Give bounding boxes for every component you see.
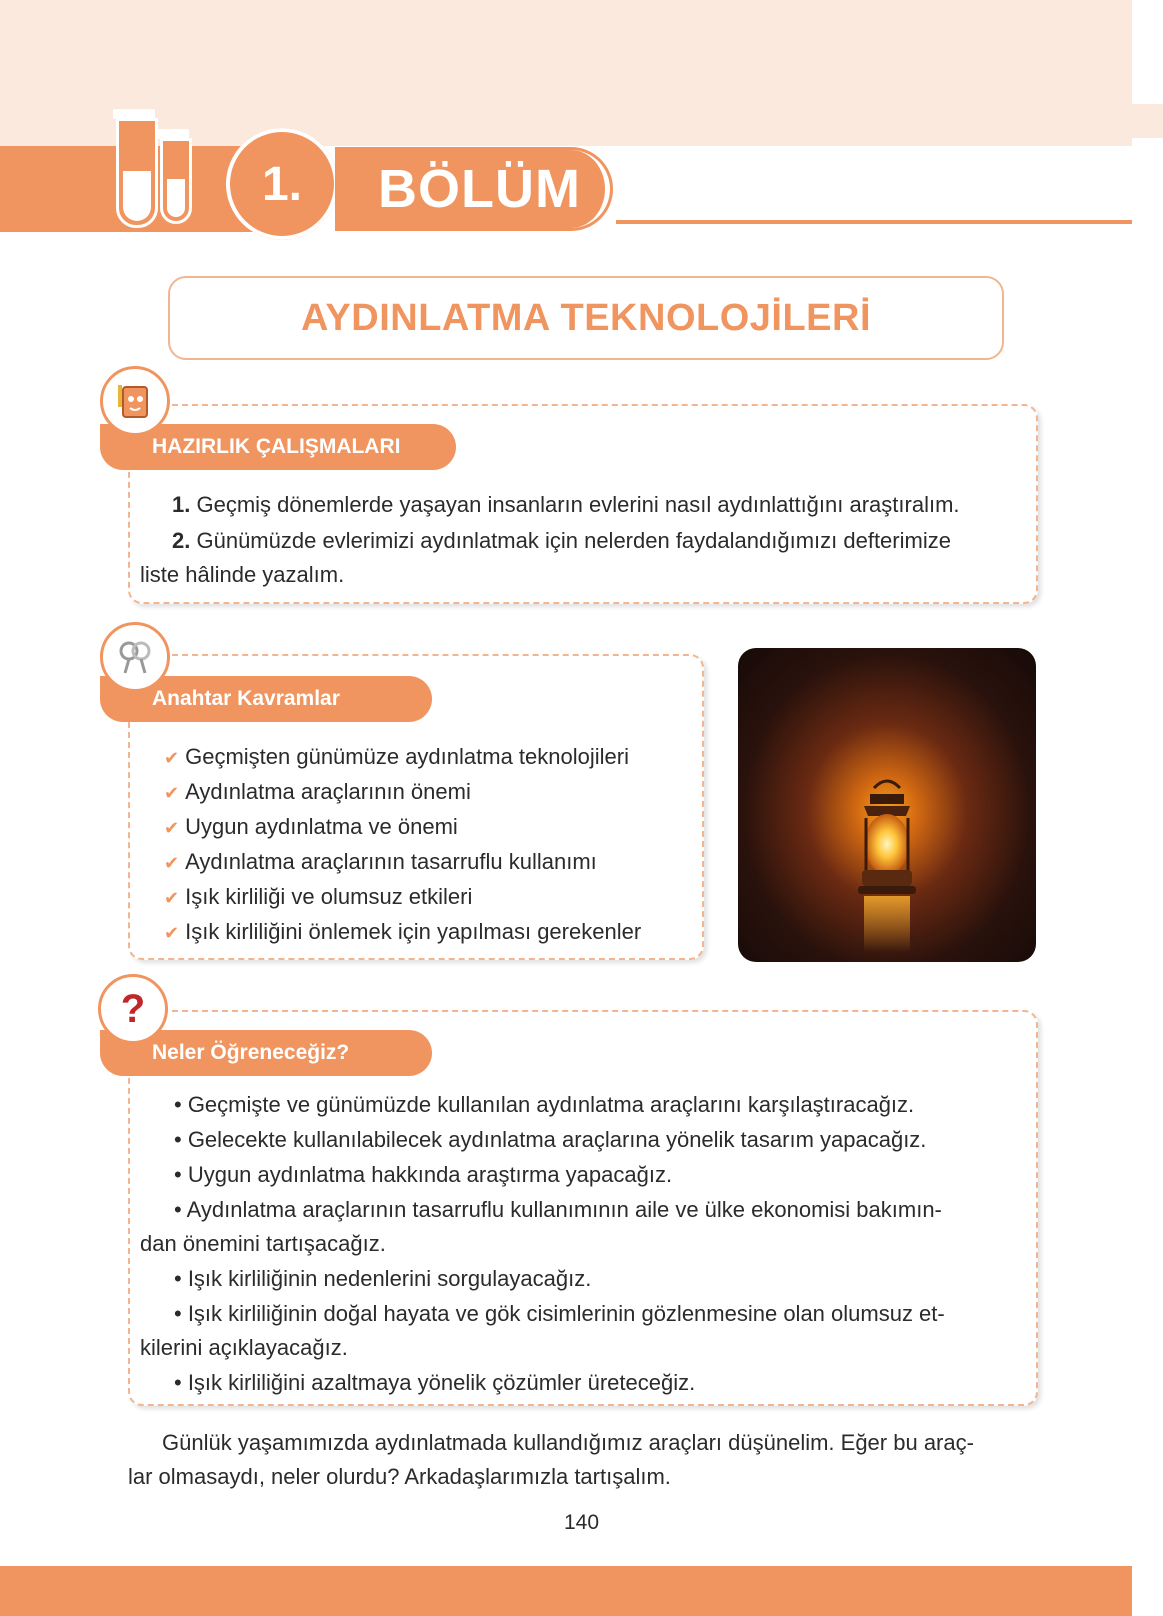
closing-paragraph-line: lar olmasaydı, neler olurdu? Arkadaşlarımızla tartışalım. [128, 1464, 671, 1489]
learning-goal-line: kilerini açıklayacağız. [140, 1335, 348, 1360]
notebook-pencil-icon [100, 366, 170, 436]
preparation-item-2-cont: liste hâlinde yazalım. [140, 562, 345, 587]
key-concept-item: ✔ Aydınlatma araçlarının tasarruflu kullanımı [164, 849, 597, 874]
learning-goal-line: • Aydınlatma araçlarının tasarruflu kullanımının aile ve ülke ekonomisi bakımın- [174, 1197, 942, 1222]
learning-goal-line: • Geçmişte ve günümüzde kullanılan aydınlatma araçlarını karşılaştıracağız. [174, 1092, 915, 1117]
preparation-title: HAZIRLIK ÇALIŞMALARI [100, 424, 456, 470]
key-concept-item: ✔ Uygun aydınlatma ve önemi [164, 814, 458, 839]
learning-goal-line: dan önemini tartışacağız. [140, 1231, 386, 1256]
question-mark-icon: ? [98, 974, 168, 1044]
learning-goal-line: • Işık kirliliğini azaltmaya yönelik çözümler üreteceğiz. [174, 1370, 696, 1395]
closing-paragraph-line: Günlük yaşamımızda aydınlatmada kullandığımız araçları düşünelim. Eğer bu araç- [162, 1430, 974, 1455]
test-tube-icon [160, 138, 192, 224]
learning-goal-line: • Gelecekte kullanılabilecek aydınlatma araçlarına yönelik tasarım yapacağız. [174, 1127, 927, 1152]
top-band [0, 0, 1132, 146]
key-concept-item: ✔ Geçmişten günümüze aydınlatma teknolojileri [164, 744, 629, 769]
chapter-number: 1. [226, 128, 338, 240]
learning-goal-line: • Uygun aydınlatma hakkında araştırma yapacağız. [174, 1162, 673, 1187]
key-concept-item: ✔ Işık kirliliğini önlemek için yapılması gerekenler [164, 919, 642, 944]
unit-title: AYDINLATMA TEKNOLOJİLERİ [168, 276, 1004, 360]
header-divider [616, 220, 1132, 224]
oil-lantern-photo [738, 648, 1036, 962]
test-tube-icon [116, 118, 158, 228]
footer-band [0, 1566, 1132, 1616]
page-number: 140 [563, 1511, 600, 1534]
key-concept-item: ✔ Aydınlatma araçlarının önemi [164, 779, 471, 804]
learning-goal-line: • Işık kirliliğinin nedenlerini sorgulayacağız. [174, 1266, 592, 1291]
key-icon [100, 622, 170, 692]
preparation-item-2: 2. Günümüzde evlerimizi aydınlatmak için nelerden faydalandığımızı defterimize [172, 528, 951, 553]
right-margin [1132, 0, 1163, 1616]
key-concepts-title: Anahtar Kavramlar [100, 676, 432, 722]
key-concept-item: ✔ Işık kirliliği ve olumsuz etkileri [164, 884, 473, 909]
learning-goals-title: Neler Öğreneceğiz? [100, 1030, 432, 1076]
preparation-item-1: 1. Geçmiş dönemlerde yaşayan insanların evlerini nasıl aydınlattığını araştıralım. [172, 492, 960, 517]
learning-goal-line: • Işık kirliliğinin doğal hayata ve gök cisimlerinin gözlenmesine olan olumsuz et- [174, 1301, 945, 1326]
chapter-label: BÖLÜM [338, 150, 610, 228]
right-tab-marker [1132, 104, 1163, 138]
